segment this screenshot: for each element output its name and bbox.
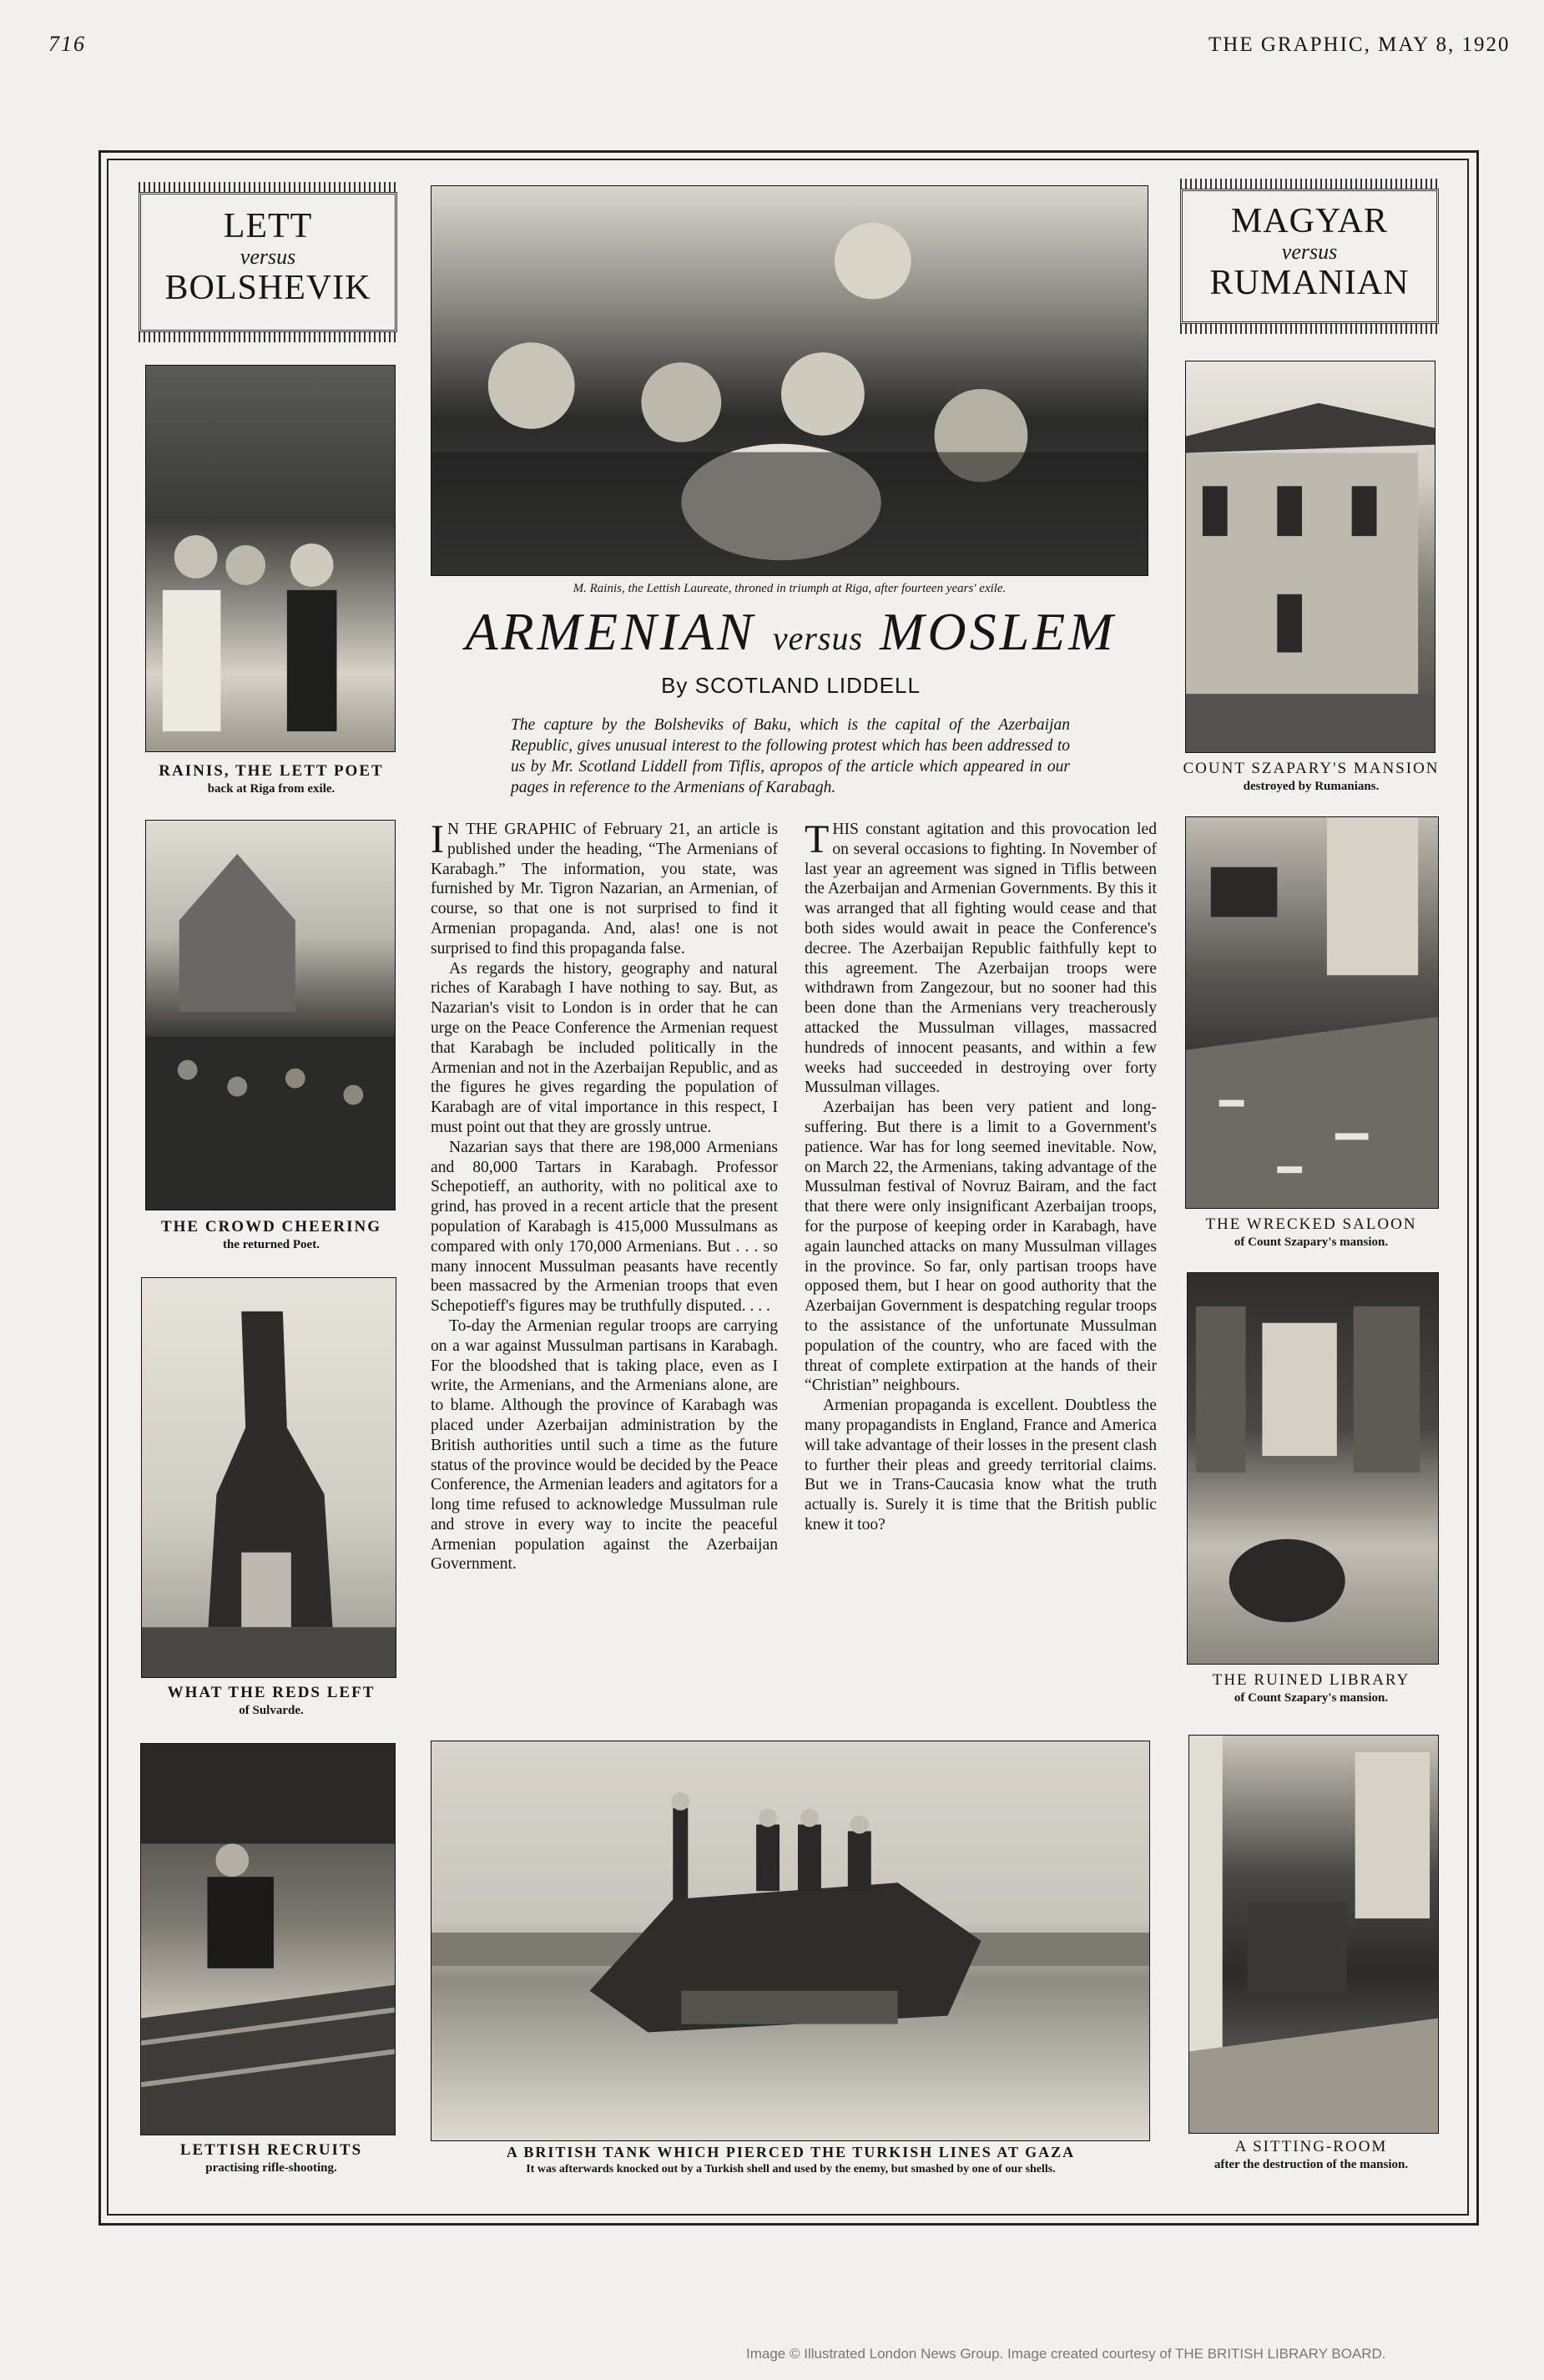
paragraph-text: HIS constant agitation and this provocation led on several occasions to fighting. In November of last year an agreement was signed in Tiflis between the Azerbaijan and Armenian Governments. By this it was arranged that all fighting would cease and that both sides would await in peace the Conference's decree. The Azerbaijan Republic faithfully kept to this agreement. The Azerbaijan troops were withdrawn from Zangezour, but no sooner had this been done than the Armenians very treacherously attacked the Mussulman villages, massacred hundreds of innocent peasants, and within a few weeks had succeeded in destroying over forty Mussulman villages. (805, 821, 1157, 1097)
library-caption (1173, 1671, 1449, 1705)
article-paragraph (431, 1138, 778, 1316)
recruits-caption (142, 2141, 401, 2175)
caption-title: RAINIS, THE LETT POET (159, 762, 384, 780)
paragraph-text: As regards the history, geography and natural riches of Karabagh I have nothing to say. But, as Nazarian's visit to London is in order that he can urge on the Peace Conference the Armenian request that Karabagh be included politically in the Armenian and not in the Azerbaijan Republic, and as the figures he gives regarding the population of Karabagh are of vital importance in this respect, I must point out that they are grossly untrue. (431, 959, 778, 1136)
image-credit: Image © Illustrated London News Group. Image created courtesy of THE BRITISH LIBRARY BOARD. (746, 2346, 1386, 2362)
ruined-library-photo (1187, 1272, 1439, 1665)
caption-subtitle: of Count Szapary's mansion. (1234, 1235, 1389, 1249)
crowd-caption (142, 1218, 401, 1252)
tank-caption (417, 2144, 1164, 2176)
paragraph-text: Armenian propaganda is excellent. Doubtless the many propagandists in England, France and America will take advantage of their losses in the present clash to further their pleas and greedy territorial claims. But we in Trans-Caucasia know what the truth actually is. Surely it is time that the British public knew it too? (805, 1397, 1157, 1534)
mansion-caption (1173, 760, 1449, 794)
title-armenian: ARMENIAN (465, 602, 756, 661)
caption-subtitle: of Sulvarde. (239, 1704, 304, 1717)
paragraph-text: N THE GRAPHIC of February 21, an article is published under the heading, “The Armenians of Karabagh.” The information, you state, was furnished by Mr. Tigron Nazarian, an Armenian, of course, so that one is not surprised to find it Armenian propaganda. And, alas! one is not surprised to find this propaganda false. (431, 821, 778, 958)
photo-recruits (141, 1744, 395, 2135)
box-ornament-bottom (1180, 324, 1439, 334)
box-ornament-top (1180, 179, 1439, 189)
box-ornament-bottom (139, 332, 397, 342)
drop-cap: I (431, 820, 444, 862)
caption-subtitle: back at Riga from exile. (207, 782, 336, 796)
rainis-lett-poet-photo (145, 365, 396, 752)
box-line-3: RUMANIAN (1209, 264, 1410, 302)
caption-title: A SITTING-ROOM (1234, 2138, 1388, 2155)
box-line-2: versus (240, 245, 296, 269)
article-byline: By SCOTLAND LIDDELL (661, 673, 921, 698)
publication-header: THE GRAPHIC, MAY 8, 1920 (1208, 33, 1511, 56)
caption-title: WHAT THE REDS LEFT (167, 1684, 376, 1701)
caption-subtitle: after the destruction of the mansion. (1214, 2158, 1409, 2171)
sitting-room-photo (1188, 1735, 1439, 2134)
british-tank-photo (431, 1741, 1150, 2141)
top-photo-caption: M. Rainis, the Lettish Laureate, throned in triumph at Riga, after fourteen years' exile. (573, 582, 1007, 595)
lett-bolshevik-box (139, 182, 397, 342)
rainis-caption (142, 762, 401, 796)
article-column-2 (805, 820, 1157, 1717)
photo-library (1188, 1273, 1438, 1664)
photo-saloon (1186, 817, 1438, 1208)
caption-subtitle: It was afterwards knocked out by a Turkish shell and used by the enemy, but smashed by one of our shells. (526, 2163, 1056, 2175)
title-moslem: MOSLEM (880, 602, 1117, 661)
crowd-cheering-photo (145, 820, 396, 1210)
saloon-caption (1173, 1215, 1449, 1250)
caption-subtitle: destroyed by Rumanians. (1243, 780, 1380, 793)
reds-left-ruin-photo (141, 1277, 396, 1678)
title-versus: versus (772, 619, 864, 657)
caption-subtitle: practising rifle-shooting. (205, 2161, 337, 2175)
wrecked-saloon-photo (1185, 816, 1439, 1209)
photo-chimney-ruin (142, 1278, 396, 1677)
photo-crowd-silhouettes (431, 186, 1148, 575)
article-paragraph (431, 820, 778, 959)
box-ornament-top (139, 182, 397, 192)
box-line-3: BOLSHEVIK (164, 269, 371, 307)
lettish-recruits-photo (140, 1743, 396, 2135)
paragraph-text: Nazarian says that there are 198,000 Armenians and 80,000 Tartars in Karabagh. Professor Schepotieff, an authority, with no political axe to grind, has proved in a recent article that the present population of Karabagh is 415,000 Mussulmans as compared with only 170,000 Armenians. But . . . so many innocent Mussulman peasants have recently been massacred by the Armenian troops that even Schepotieff's figures may be truthfully disputed. . . . (431, 1138, 778, 1316)
photo-mansion (1186, 361, 1435, 752)
caption-title: COUNT SZAPARY'S MANSION (1183, 760, 1440, 777)
page-number: 716 (48, 32, 86, 56)
drop-cap: T (805, 820, 830, 862)
photo-tank (431, 1741, 1149, 2140)
article-column-1 (431, 820, 778, 1717)
caption-subtitle: the returned Poet. (223, 1238, 320, 1251)
caption-title: A BRITISH TANK WHICH PIERCED THE TURKISH LINES AT GAZA (506, 2144, 1076, 2160)
magyar-rumanian-box (1180, 179, 1439, 334)
article-paragraph (805, 820, 1157, 1098)
article-paragraph (431, 1316, 778, 1574)
caption-title: THE WRECKED SALOON (1205, 1215, 1417, 1233)
photo-crowd (146, 821, 395, 1210)
box-line-2: versus (1281, 240, 1338, 264)
photo-sitting-room (1189, 1736, 1438, 2133)
article-paragraph (431, 959, 778, 1138)
article-title (417, 601, 1164, 663)
szapary-mansion-photo (1185, 361, 1436, 753)
paragraph-text: Azerbaijan has been very patient and long-suffering. But there is a limit to a Government's patience. War has for long seemed inevitable. Now, on March 22, the Armenians, taking advantage of the Mussulman festival of Novruz Bairam, and the fact that there were only insignificant Azerbaijan troops, for the purpose of keeping order in Karabagh, have again launched attacks on many Mussulman villages in the province. So far, only partisan troops have opposed them, but I hear on good authority that the Azerbaijan Government is despatching regular troops to the assistance of the unfortunate Mussulman population of the country, who are faced with the threat of complete extirpation at the hands of their “Christian” neighbours. (805, 1099, 1157, 1395)
rainis-throned-photo (431, 185, 1148, 576)
paragraph-text: To-day the Armenian regular troops are carrying on a war against Mussulman partisans in Karabagh. For the bloodshed that is taking place, even as I write, the Armenians, and the Armenians alone, are to blame. Although the province of Karabagh was placed under Azerbaijan administration by the British authorities until such a time as the future status of the province would be decided by the Peace Conference, the Armenian leaders and agitators for a long time refused to acknowledge Mussulman rule and strove in every way to incite the peaceful Armenian population against the Azerbaijan Government. (431, 1316, 778, 1574)
caption-title: LETTISH RECRUITS (179, 2141, 363, 2159)
box-line-1: MAGYAR (1230, 202, 1389, 240)
caption-title: THE CROWD CHEERING (160, 1218, 382, 1235)
article-paragraph (805, 1396, 1157, 1535)
caption-title: THE RUINED LIBRARY (1212, 1671, 1410, 1689)
article-intro: The capture by the Bolsheviks of Baku, which is the capital of the Azerbaijan Republic, gives unusual interest to the following protest which has been addressed to us by Mr. Scotland Liddell from Tiflis, apropos of the article which appeared in our pages in reference to the Armenians of Karabagh. (511, 716, 1070, 796)
article-paragraph (805, 1098, 1157, 1396)
photo-figures (146, 366, 395, 751)
reds-caption (142, 1684, 401, 1718)
box-line-1: LETT (223, 207, 313, 245)
sitting-room-caption (1173, 2138, 1449, 2172)
caption-subtitle: of Count Szapary's mansion. (1234, 1691, 1389, 1705)
